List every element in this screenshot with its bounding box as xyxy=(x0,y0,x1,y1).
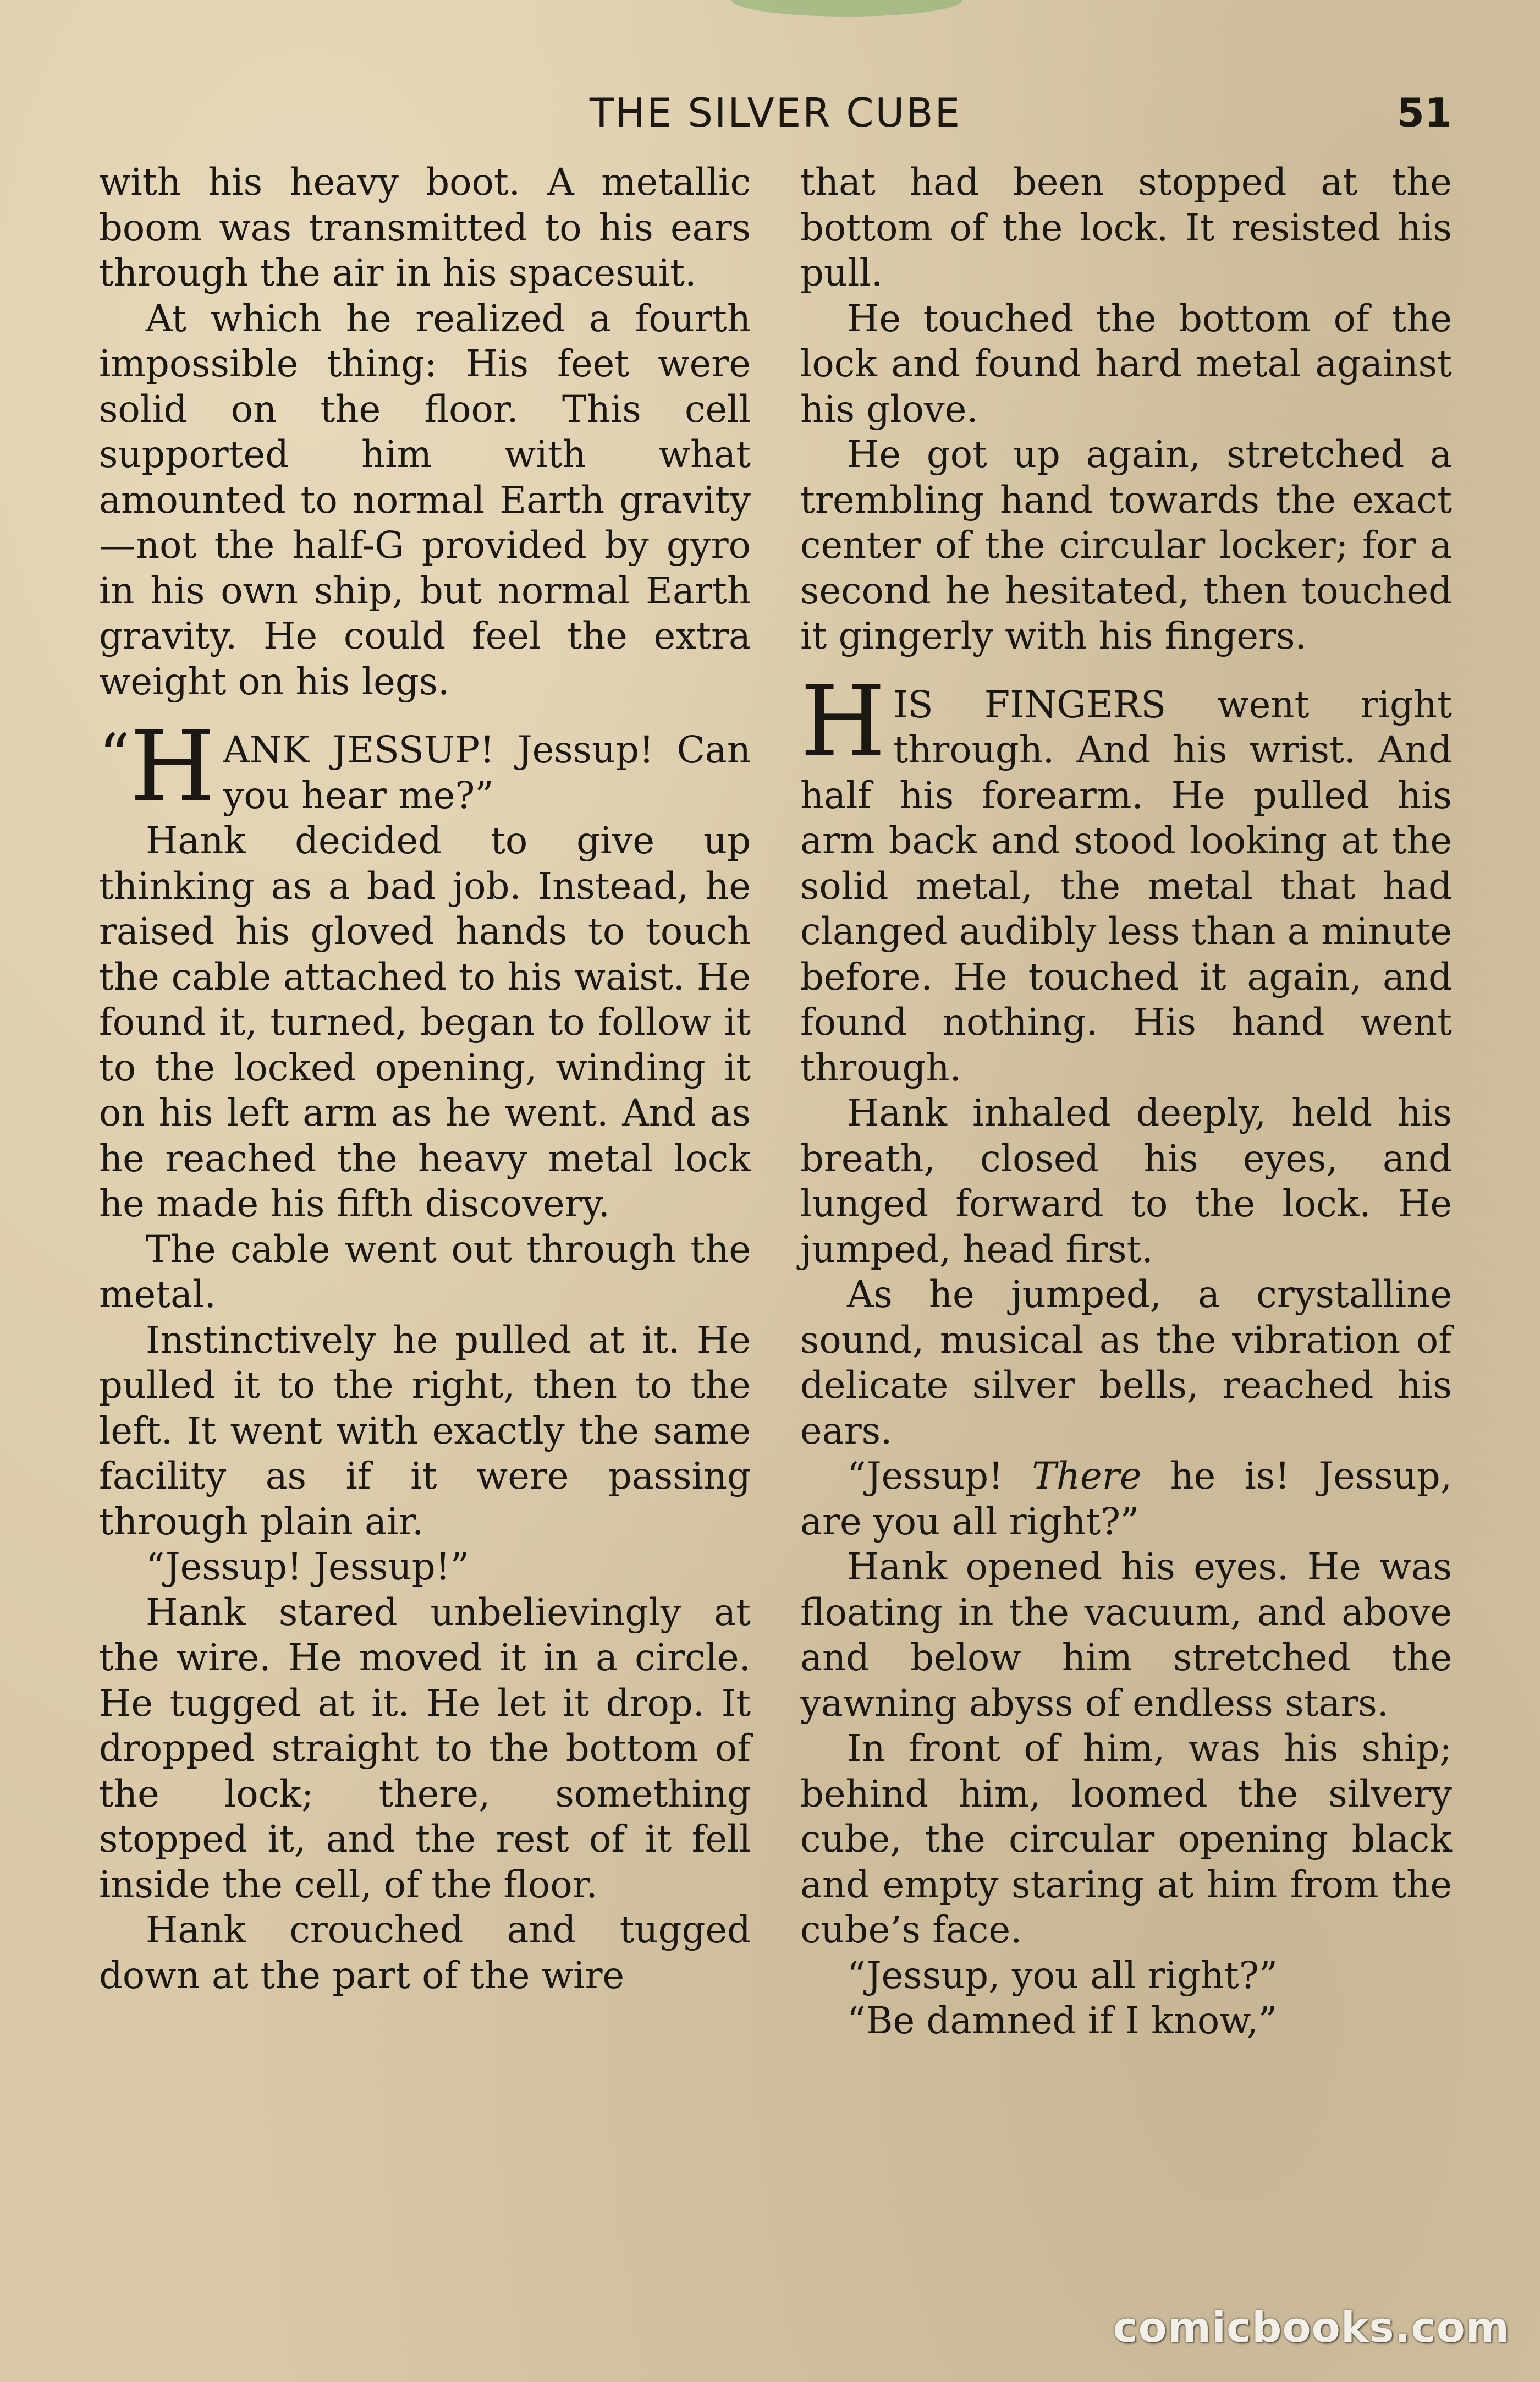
paragraph: that had been stopped at the bottom of the lock. It resisted his pull. xyxy=(800,161,1452,294)
watermark: comicbooks.com xyxy=(1113,2303,1510,2352)
drop-cap-letter: H xyxy=(800,664,886,778)
paragraph: At which he realized a fourth impossible thing: His feet were solid on the floor. This cell supported him with what amounted to normal Earth gravity—not the half-G provided by gyro in his own ship, but normal Earth gravity. He could feel the extra weight on his legs. xyxy=(99,297,751,703)
paragraph: The cable went out through the metal. xyxy=(99,1227,751,1316)
paragraph: In front of him, was his ship; behind him, loomed the silvery cube, the circular opening black and empty staring at him from the cube’s face. xyxy=(800,1727,1452,1951)
paragraph: Hank crouched and tugged down at the part of the wire xyxy=(99,1908,751,1997)
right-column xyxy=(800,160,1452,2044)
page-number: 51 xyxy=(1396,90,1452,136)
section-opening-paragraph xyxy=(800,664,1452,1091)
paragraph: As he jumped, a crystalline sound, musical as the vibration of delicate silver bells, reached his ears. xyxy=(800,1273,1452,1452)
paragraph-text: ANK JESSUP! Jessup! Can you hear me?” xyxy=(223,728,751,817)
paragraph: “Be damned if I know,” xyxy=(847,1999,1278,2042)
paragraph: Hank opened his eyes. He was floating in the vacuum, and above and below him stretched the yawning abyss of endless stars. xyxy=(800,1545,1452,1725)
left-column xyxy=(99,160,751,1998)
paragraph: with his heavy boot. A metallic boom was transmitted to his ears through the air in his spacesuit. xyxy=(99,161,751,294)
paragraph: Instinctively he pulled at it. He pulled it to the right, then to the left. It went with exactly the same facility as if it were passing through plain air. xyxy=(99,1318,751,1543)
paragraph: Hank stared unbelievingly at the wire. He moved it in a circle. He tugged at it. He let it drop. It dropped straight to the bottom of the lock; there, something stopped it, and the rest of it fell inside the cell, of the floor. xyxy=(99,1590,751,1906)
paragraph: He got up again, stretched a trembling hand towards the exact center of the circular locker; for a second he hesitated, then touched it gingerly with his fingers. xyxy=(800,433,1452,657)
drop-cap-quote: “ xyxy=(99,721,130,791)
running-head-title: THE SILVER CUBE xyxy=(589,90,962,136)
paragraph-text: “Jessup! xyxy=(847,1455,1032,1497)
italic-text: There xyxy=(1032,1455,1142,1497)
paragraph: He touched the bottom of the lock and found hard metal against his glove. xyxy=(800,297,1452,431)
page-stain xyxy=(732,0,963,17)
paragraph-text: he is! Jessup, are you all right?” xyxy=(800,1455,1453,1543)
paragraph: Hank inhaled deeply, held his breath, closed his eyes, and lunged forward to the lock. He jumped, head first. xyxy=(800,1091,1452,1271)
drop-cap-letter: H xyxy=(130,710,216,824)
drop-cap xyxy=(99,710,216,824)
paragraph: “Jessup! Jessup!” xyxy=(146,1545,469,1588)
running-head xyxy=(99,83,1452,143)
paragraph: Hank decided to give up thinking as a bad job. Instead, he raised his gloved hands to touch the cable attached to his waist. He found it, turned, began to follow it to the locked opening, winding it on his left arm as he went. And as he reached the heavy metal lock he made his fifth discovery. xyxy=(99,819,751,1225)
paragraph xyxy=(800,1453,1452,1544)
paragraph-text: IS FINGERS went right through. And his wrist. And half his forearm. He pulled his arm back and stood looking at the solid metal, the metal that had clanged audibly less than a minute before. He touched it again, and found nothing. His hand went through. xyxy=(800,683,1452,1089)
section-opening-paragraph xyxy=(99,710,751,824)
paragraph: “Jessup, you all right?” xyxy=(847,1953,1278,1997)
